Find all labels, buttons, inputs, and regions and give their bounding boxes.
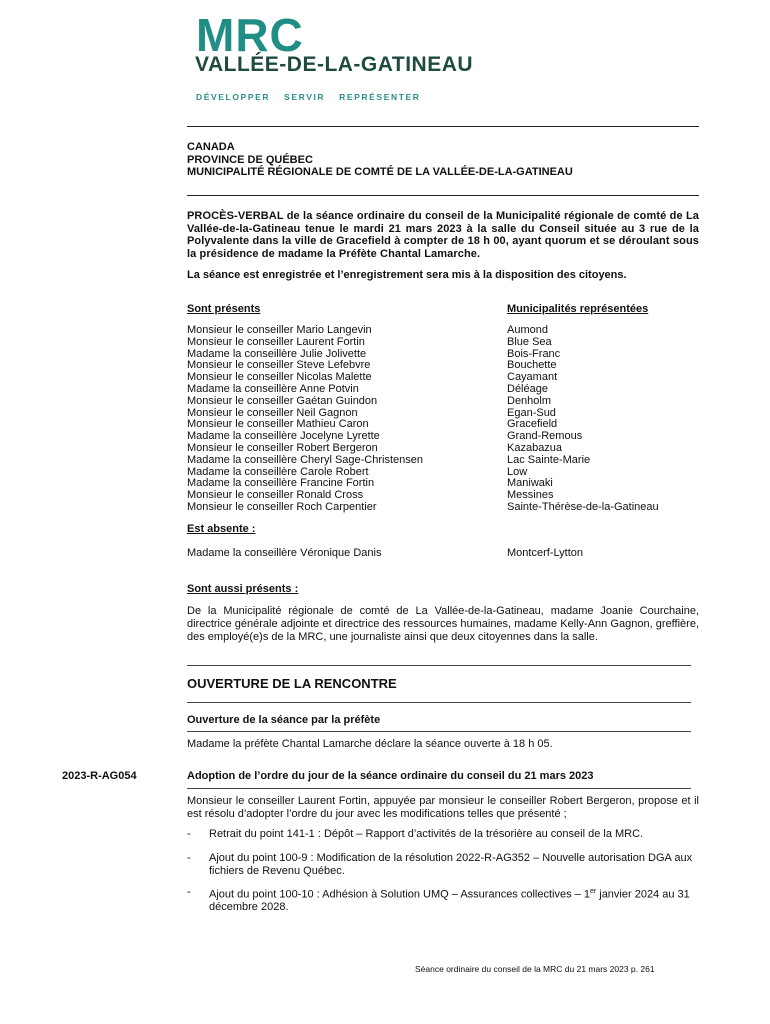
tagline-item: REPRÉSENTER (339, 92, 421, 102)
represented-municipality: Blue Sea (507, 335, 552, 348)
municipalities-heading: Municipalités représentées (507, 303, 649, 315)
present-member: Monsieur le conseiller Neil Gagnon (187, 406, 358, 419)
represented-municipality: Egan-Sud (507, 406, 556, 419)
present-member: Madame la conseillère Cheryl Sage-Christensen (187, 453, 424, 466)
absent-municipality: Montcerf-Lytton (507, 547, 584, 559)
tagline-item: DÉVELOPPER (196, 92, 271, 102)
represented-municipality: Denholm (507, 394, 552, 407)
represented-municipality: Déléage (507, 382, 548, 395)
also-present-heading: Sont aussi présents : (187, 583, 299, 595)
present-member: Madame la conseillère Jocelyne Lyrette (187, 430, 380, 443)
represented-municipality: Lac Sainte-Marie (507, 453, 591, 466)
present-member: Monsieur le conseiller Robert Bergeron (187, 441, 378, 454)
item-text: janvier 2024 au 31 décembre 2028. (209, 888, 690, 914)
present-member: Monsieur le conseiller Mario Langevin (187, 324, 372, 336)
logo-tagline (196, 92, 431, 102)
opening-subtitle: Ouverture de la séance par la préfète (187, 714, 381, 726)
bullet-dash: - (187, 828, 191, 840)
resolution-number: 2023-R-AG054 (62, 770, 137, 782)
represented-municipality: Bouchette (507, 359, 557, 372)
page-footer: Séance ordinaire du conseil de la MRC du 21 mars 2023 p. 261 (415, 964, 655, 974)
also-present-text: De la Municipalité régionale de comté de La Vallée-de-la-Gatineau, madame Joanie Courchaine, directrice générale adjointe et directrice des ressources humaines, madame Kelly-Ann Gagnon, greffière, des employé(e)s de la MRC, une journaliste ainsi que deux citoyennes dans la salle. (187, 605, 699, 643)
present-members-list (187, 325, 423, 514)
resolution-rule (187, 788, 691, 789)
agenda-change-item: Retrait du point 141-1 : Dépôt – Rapport d’activités de la trésorière au conseil de la MRC. (209, 828, 644, 840)
recording-notice: La séance est enregistrée et l’enregistrement sera mis à la disposition des citoyens. (187, 269, 627, 281)
represented-municipality: Gracefield (507, 418, 558, 431)
present-member: Monsieur le conseiller Mathieu Caron (187, 418, 369, 431)
logo-mrc: MRC (196, 9, 304, 61)
present-member: Madame la conseillère Carole Robert (187, 465, 369, 478)
represented-municipality: Bois-Franc (507, 347, 561, 360)
municipalities-list (507, 325, 659, 514)
represented-municipality: Grand-Remous (507, 430, 583, 443)
resolution-title: Adoption de l’ordre du jour de la séance ordinaire du conseil du 21 mars 2023 (187, 770, 594, 782)
present-member: Madame la conseillère Francine Fortin (187, 477, 375, 490)
opening-text: Madame la préfète Chantal Lamarche déclare la séance ouverte à 18 h 05. (187, 738, 553, 750)
represented-municipality: Maniwaki (507, 477, 553, 490)
bullet-dash: - (187, 852, 191, 864)
document-header (187, 141, 573, 179)
represented-municipality: Cayamant (507, 371, 558, 384)
agenda-change-item: Ajout du point 100-9 : Modification de la résolution 2022-R-AG352 – Nouvelle autorisation DGA aux fichiers de Revenu Québec. (209, 852, 693, 877)
section-title-rule (187, 702, 691, 703)
present-member: Monsieur le conseiller Nicolas Malette (187, 371, 372, 384)
logo-name: VALLÉE-DE-LA-GATINEAU (195, 53, 474, 76)
represented-municipality: Kazabazua (507, 441, 563, 454)
header-rule (187, 195, 699, 196)
absent-heading: Est absente : (187, 523, 256, 535)
header-country: CANADA (187, 141, 235, 153)
represented-municipality: Low (507, 465, 528, 478)
present-member: Monsieur le conseiller Roch Carpentier (187, 500, 377, 513)
represented-municipality: Sainte-Thérèse-de-la-Gatineau (507, 500, 659, 513)
present-member: Monsieur le conseiller Laurent Fortin (187, 335, 365, 348)
ordinal-superscript: er (589, 888, 597, 895)
present-heading: Sont présents (187, 303, 261, 315)
present-member: Madame la conseillère Julie Jolivette (187, 347, 367, 360)
bullet-dash: - (187, 886, 191, 898)
section-rule (187, 665, 691, 666)
present-member: Monsieur le conseiller Ronald Cross (187, 489, 364, 502)
present-member: Monsieur le conseiller Gaétan Guindon (187, 394, 378, 407)
item-text: Ajout du point 100-10 : Adhésion à Solution UMQ – Assurances collectives – 1 (209, 888, 590, 901)
tagline-item: SERVIR (284, 92, 326, 102)
represented-municipality: Messines (507, 489, 554, 502)
resolution-text: Monsieur le conseiller Laurent Fortin, appuyée par monsieur le conseiller Robert Bergeron, propose et il est résolu d’adopter l’ordre du jour avec les modifications telles que présenté ; (187, 795, 699, 820)
top-rule (187, 126, 699, 127)
absent-member: Madame la conseillère Véronique Danis (187, 547, 382, 559)
minutes-intro: PROCÈS-VERBAL de la séance ordinaire du conseil de la Municipalité régionale de comté de La Vallée-de-la-Gatineau tenue le mardi 21 mars 2023 à la salle du Conseil située au 3 rue de la Polyvalente dans la ville de Gracefield à compter de 18 h 00, ayant quorum et se déroulant sous la présidence de madame la Préfète Chantal Lamarche. (187, 210, 699, 260)
header-municipality: MUNICIPALITÉ RÉGIONALE DE COMTÉ DE LA VALLÉE-DE-LA-GATINEAU (187, 166, 573, 178)
opening-section-title: OUVERTURE DE LA RENCONTRE (187, 676, 397, 691)
subtitle-rule (187, 731, 691, 732)
present-member: Madame la conseillère Anne Potvin (187, 382, 359, 395)
represented-municipality: Aumond (507, 324, 548, 336)
present-member: Monsieur le conseiller Steve Lefebvre (187, 359, 371, 372)
agenda-change-item (209, 886, 699, 914)
header-province: PROVINCE DE QUÉBEC (187, 153, 313, 166)
